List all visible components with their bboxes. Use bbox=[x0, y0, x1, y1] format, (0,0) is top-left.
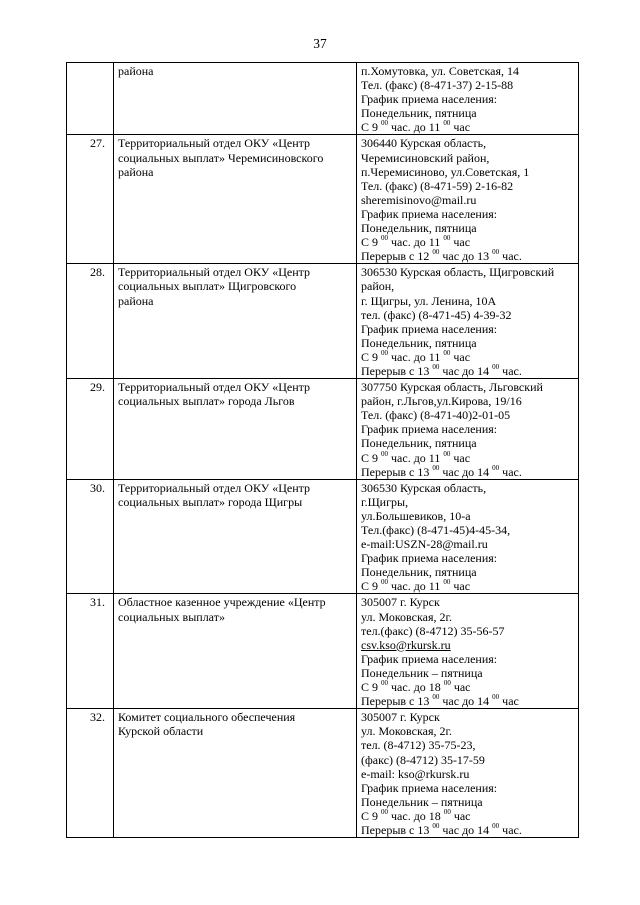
contact-line: sheremisinovo@mail.ru bbox=[361, 192, 477, 207]
organization-line: Территориальный отдел ОКУ «Центр bbox=[118, 136, 311, 151]
organization-line: социальных выплат» Черемисиновского bbox=[118, 150, 324, 165]
contact-line: п.Хомутовка, ул. Советская, 14 bbox=[361, 64, 520, 78]
organization-name bbox=[114, 135, 357, 264]
organization-line: социальных выплат» города Льгов bbox=[118, 394, 295, 409]
organization-line: Областное казенное учреждение «Центр bbox=[118, 595, 326, 610]
contact-line: С 9 $^{00}$ час. до 11 $^{00}$ час bbox=[361, 348, 471, 364]
minutes-superscript: 00 bbox=[381, 348, 389, 357]
row-number: 29. bbox=[67, 379, 114, 480]
contact-line: Перерыв с 13 $^{00}$ час до 14 $^{00}$ час. bbox=[361, 463, 522, 479]
minutes-superscript: 00 bbox=[381, 119, 389, 128]
table-body bbox=[67, 63, 579, 838]
contact-line: Тел. (факс) (8-471-37) 2-15-88 bbox=[361, 78, 514, 93]
contact-info bbox=[357, 264, 579, 379]
organization-line: социальных выплат» bbox=[118, 609, 225, 624]
contact-line: Понедельник, пятница bbox=[361, 221, 477, 236]
contact-line: Понедельник – пятница bbox=[361, 665, 483, 680]
contact-line: С 9 $^{00}$ час. до 11 $^{00}$ час bbox=[361, 578, 471, 594]
contact-line: Понедельник, пятница bbox=[361, 335, 477, 350]
minutes-superscript: 00 bbox=[432, 821, 440, 830]
contact-line: 306440 Курская область, bbox=[361, 136, 487, 151]
organization-name bbox=[114, 379, 357, 480]
contact-line: район, г.Льгов,ул.Кирова, 19/16 bbox=[361, 394, 522, 409]
contact-line: График приема населения: bbox=[361, 780, 498, 795]
contact-line: Понедельник, пятница bbox=[361, 565, 477, 580]
contact-line: Перерыв с 12 $^{00}$ час до 13 $^{00}$ час. bbox=[361, 248, 522, 264]
minutes-superscript: 00 bbox=[492, 463, 500, 472]
row-number: 30. bbox=[67, 479, 114, 594]
contact-line: п.Черемисиново, ул.Советская, 1 bbox=[361, 164, 530, 179]
contact-line: Понедельник – пятница bbox=[361, 794, 483, 809]
minutes-superscript: 00 bbox=[443, 679, 451, 688]
contact-line: 306530 Курская область, Щигровский bbox=[361, 265, 555, 280]
email-link[interactable]: csv.kso@rkursk.ru bbox=[361, 637, 451, 652]
contact-line: тел. (факс) (8-471-45) 4-39-32 bbox=[361, 307, 512, 322]
table-row bbox=[67, 594, 579, 709]
organization-line: социальных выплат» Щигровского bbox=[118, 279, 297, 294]
table-row bbox=[67, 135, 579, 264]
contact-line: График приема населения: bbox=[361, 422, 498, 437]
contact-line: Перерыв с 13 $^{00}$ час до 14 $^{00}$ час. bbox=[361, 362, 522, 378]
contact-line: Тел. (факс) (8-471-59) 2-16-82 bbox=[361, 178, 514, 193]
contact-line: Перерыв с 13 $^{00}$ час до 14 $^{00}$ час. bbox=[361, 821, 522, 837]
minutes-superscript: 00 bbox=[381, 807, 389, 816]
table-row bbox=[67, 264, 579, 379]
table-row bbox=[67, 379, 579, 480]
contact-line: Перерыв с 13 $^{00}$ час до 14 $^{00}$ час bbox=[361, 693, 519, 709]
organization-line: Территориальный отдел ОКУ «Центр bbox=[118, 265, 311, 280]
contact-info bbox=[357, 379, 579, 480]
organization-line: района bbox=[118, 64, 154, 78]
contact-info bbox=[357, 709, 579, 838]
contact-line: График приема населения: bbox=[361, 206, 498, 221]
minutes-superscript: 00 bbox=[492, 693, 500, 702]
row-number: 27. bbox=[67, 135, 114, 264]
contact-line: 307750 Курская область, Льговский bbox=[361, 380, 543, 395]
contact-line: 305007 г. Курск bbox=[361, 595, 440, 610]
contact-line: e-mail:USZN-28@mail.ru bbox=[361, 537, 488, 552]
contact-info bbox=[357, 135, 579, 264]
minutes-superscript: 00 bbox=[492, 821, 500, 830]
agencies-table bbox=[66, 62, 579, 838]
minutes-superscript: 00 bbox=[432, 463, 440, 472]
contact-line: График приема населения: bbox=[361, 651, 498, 666]
row-number: 28. bbox=[67, 264, 114, 379]
contact-info bbox=[357, 594, 579, 709]
table-row bbox=[67, 709, 579, 838]
organization-name bbox=[114, 594, 357, 709]
organization-line: Курской области bbox=[118, 724, 204, 739]
minutes-superscript: 00 bbox=[432, 248, 440, 257]
page-number: 37 bbox=[313, 36, 327, 51]
contact-line: График приема населения: bbox=[361, 321, 498, 336]
contact-line: 305007 г. Курск bbox=[361, 710, 440, 725]
contact-line: 306530 Курская область, bbox=[361, 480, 487, 495]
row-number: 31. bbox=[67, 594, 114, 709]
contact-line: Черемисиновский район, bbox=[361, 150, 490, 165]
minutes-superscript: 00 bbox=[432, 362, 440, 371]
contact-line: г.Щигры, bbox=[361, 494, 409, 509]
contact-line: e-mail: kso@rkursk.ru bbox=[361, 766, 470, 781]
organization-line: района bbox=[118, 293, 154, 308]
minutes-superscript: 00 bbox=[492, 248, 500, 257]
contact-line: С 9 $^{00}$ час. до 11 $^{00}$ час bbox=[361, 449, 471, 465]
contact-line: ул.Большевиков, 10-а bbox=[361, 508, 471, 523]
organization-name bbox=[114, 63, 357, 135]
contact-line: График приема населения: bbox=[361, 92, 498, 107]
contact-line: Тел.(факс) (8-471-45)4-45-34, bbox=[361, 523, 511, 537]
contact-line: Понедельник, пятница bbox=[361, 436, 477, 451]
contact-line: тел. (8-4712) 35-75-23, bbox=[361, 738, 476, 753]
minutes-superscript: 00 bbox=[443, 449, 451, 458]
contact-line: ул. Моковская, 2г. bbox=[361, 609, 453, 624]
contact-line: район, bbox=[361, 279, 395, 294]
minutes-superscript: 00 bbox=[443, 348, 451, 357]
contact-line: Тел. (факс) (8-471-40)2-01-05 bbox=[361, 408, 511, 423]
minutes-superscript: 00 bbox=[443, 578, 451, 587]
minutes-superscript: 00 bbox=[432, 693, 440, 702]
contact-line: Понедельник, пятница bbox=[361, 106, 477, 121]
organization-line: Комитет социального обеспечения bbox=[118, 710, 296, 725]
row-number: 32. bbox=[67, 709, 114, 838]
contact-line: С 9 $^{00}$ час. до 11 $^{00}$ час bbox=[361, 119, 471, 135]
table-row bbox=[67, 63, 579, 135]
contact-line: С 9 $^{00}$ час. до 11 $^{00}$ час bbox=[361, 234, 471, 250]
contact-line: С 9 $^{00}$ час. до 18 $^{00}$ час bbox=[361, 679, 471, 695]
row-number bbox=[67, 63, 114, 135]
contact-line: г. Щигры, ул. Ленина, 10А bbox=[361, 293, 497, 308]
minutes-superscript: 00 bbox=[492, 362, 500, 371]
contact-info bbox=[357, 479, 579, 594]
minutes-superscript: 00 bbox=[381, 679, 389, 688]
organization-name bbox=[114, 479, 357, 594]
minutes-superscript: 00 bbox=[381, 449, 389, 458]
organization-line: социальных выплат» города Щигры bbox=[118, 494, 303, 509]
table-row bbox=[67, 479, 579, 594]
contact-line: (факс) (8-4712) 35-17-59 bbox=[361, 752, 485, 767]
contact-line: тел.(факс) (8-4712) 35-56-57 bbox=[361, 623, 505, 638]
contact-line: С 9 $^{00}$ час. до 18 $^{00}$ час bbox=[361, 807, 471, 823]
minutes-superscript: 00 bbox=[443, 807, 451, 816]
contact-info bbox=[357, 63, 579, 135]
organization-line: Территориальный отдел ОКУ «Центр bbox=[118, 380, 311, 395]
minutes-superscript: 00 bbox=[381, 234, 389, 243]
minutes-superscript: 00 bbox=[381, 578, 389, 587]
organization-line: Территориальный отдел ОКУ «Центр bbox=[118, 480, 311, 495]
organization-name bbox=[114, 264, 357, 379]
minutes-superscript: 00 bbox=[443, 234, 451, 243]
minutes-superscript: 00 bbox=[443, 119, 451, 128]
contact-line: График приема населения: bbox=[361, 551, 498, 566]
organization-line: района bbox=[118, 164, 154, 179]
contact-line: ул. Моковская, 2г. bbox=[361, 724, 453, 739]
organization-name bbox=[114, 709, 357, 838]
